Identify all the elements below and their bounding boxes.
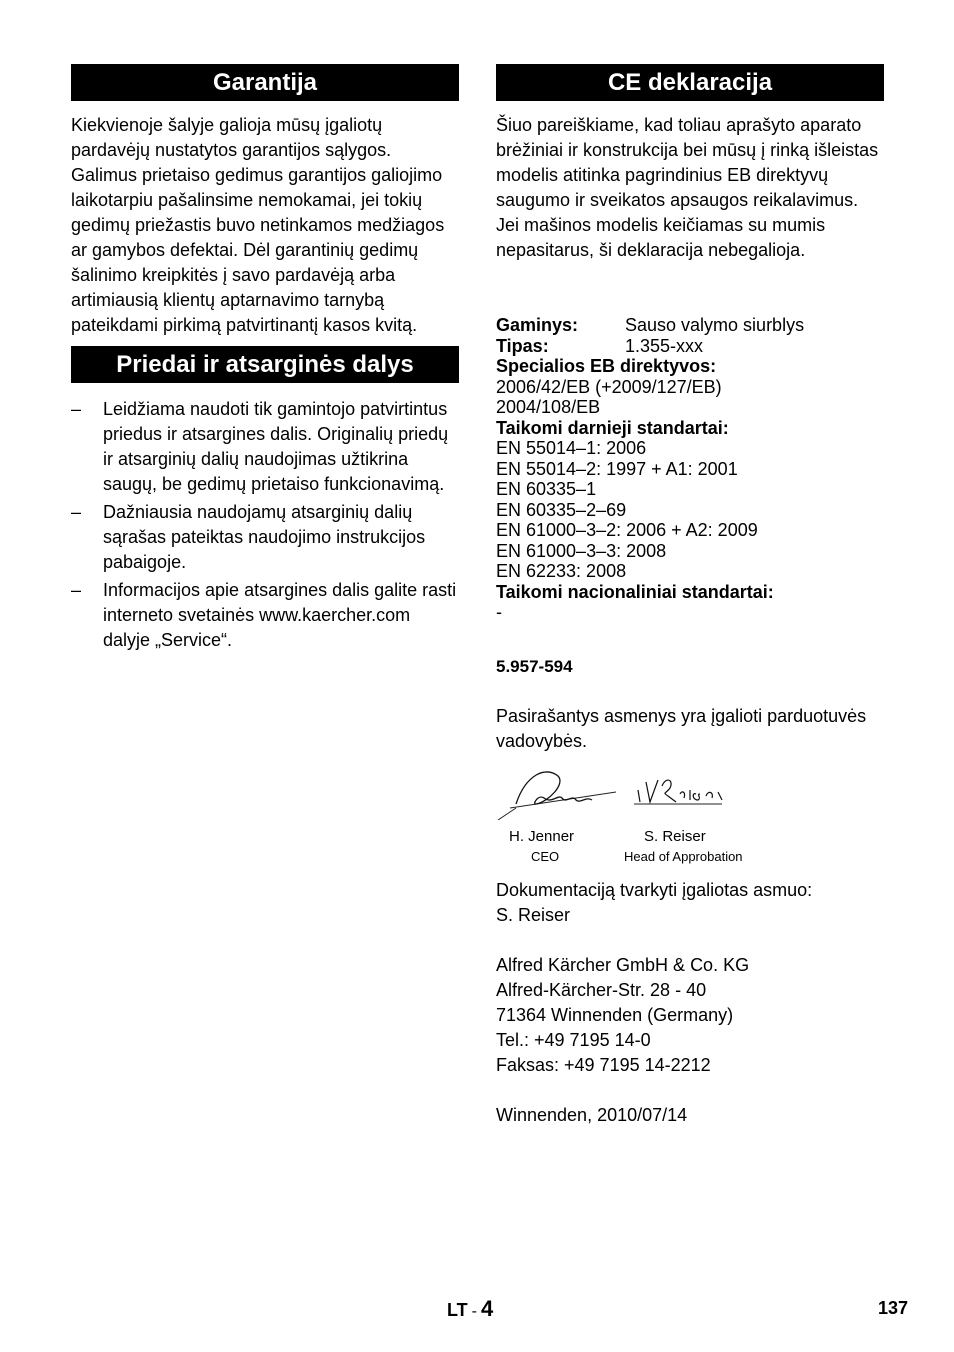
signature-area <box>496 754 884 845</box>
signer-2-name: S. Reiser <box>644 827 706 845</box>
footer-lang: LT <box>447 1300 468 1320</box>
place-date: Winnenden, 2010/07/14 <box>496 1104 688 1125</box>
company-name: Alfred Kärcher GmbH & Co. KG <box>496 954 750 975</box>
company-street: Alfred-Kärcher-Str. 28 - 40 <box>496 979 707 1000</box>
list-item: – Informacijos apie atsargines dalis galite rasti interneto svetainės www.kaercher.com dalyje „Service“. <box>71 580 457 650</box>
ce-text: Šiuo pareiškiame, kad toliau aprašyto aparato brėžiniai ir konstrukcija bei mūsų į rinką išleistas modelis atitinka pagrindinius EB direktyvų saugumo ir sveikatos apsaugos reikalavimus. Jei mašinos modelis keičiamas su mumis nepasitarus, ši deklaracija nebegalioja. <box>496 115 879 260</box>
doc-label: Dokumentaciją tvarkyti įgaliotas asmuo: <box>496 879 813 900</box>
standard-item: EN 62233: 2008 <box>496 561 627 581</box>
company-fax: Faksas: +49 7195 14-2212 <box>496 1054 711 1075</box>
doc-person: S. Reiser <box>496 904 571 925</box>
national-label: Taikomi nacionaliniai standartai: <box>496 581 774 602</box>
spec-block <box>496 315 884 623</box>
standard-item: EN 61000–3–2: 2006 + A2: 2009 <box>496 520 758 540</box>
standard-item: EN 60335–2–69 <box>496 499 627 520</box>
company-city: 71364 Winnenden (Germany) <box>496 1004 734 1025</box>
standard-item: EN 55014–2: 1997 + A1: 2001 <box>496 458 738 479</box>
list-item: – Leidžiama naudoti tik gamintojo patvirtintus priedus ir atsargines dalis. Originalių priedų ir atsarginių dalių naudojimas užtikrina saugų, be gedimų prietaiso funkcionavimą. <box>71 399 449 494</box>
signature-reiser-graphic <box>632 774 742 820</box>
right-column <box>496 64 884 1128</box>
product-value: Sauso valymo siurblys <box>625 315 805 335</box>
dash-marker: – <box>71 580 82 600</box>
dash-marker: – <box>71 399 82 419</box>
footer-section-page: 4 <box>480 1296 494 1321</box>
footer-section <box>447 1296 493 1322</box>
harmonized-label: Taikomi darnieji standartai: <box>496 417 729 438</box>
product-row <box>496 315 884 336</box>
directives-label: Specialios EB direktyvos: <box>496 356 717 376</box>
part-number: 5.957-594 <box>496 656 573 676</box>
footer-separator: - <box>471 1303 477 1320</box>
signatories-text: Pasirašantys asmenys yra įgalioti parduotuvės vadovybės. <box>496 705 867 751</box>
national-value: - <box>496 602 502 622</box>
standard-item: EN 55014–1: 2006 <box>496 438 647 458</box>
ce-heading: CE deklaracija <box>496 64 884 101</box>
standard-item: EN 61000–3–3: 2008 <box>496 540 667 561</box>
signer-1-title: CEO <box>531 848 560 864</box>
left-column <box>71 64 459 656</box>
standard-item: EN 60335–1 <box>496 479 597 499</box>
dash-marker: – <box>71 502 82 522</box>
parts-list <box>71 397 459 653</box>
company-phone: Tel.: +49 7195 14-0 <box>496 1029 651 1050</box>
type-row <box>496 336 884 357</box>
signer-1-name: H. Jenner <box>509 827 575 845</box>
signature-titles <box>496 840 884 862</box>
type-label: Tipas: <box>496 335 549 356</box>
type-value: 1.355-xxx <box>625 335 704 356</box>
parts-heading: Priedai ir atsarginės dalys <box>71 346 459 383</box>
directive-item: 2004/108/EB <box>496 397 601 417</box>
list-item: – Dažniausia naudojamų atsarginių dalių sąrašas pateiktas naudojimo instrukcijos pabaigoje. <box>71 502 426 572</box>
signer-2-title: Head of Approbation <box>624 848 743 864</box>
product-label: Gaminys: <box>496 315 579 335</box>
directive-item: 2006/42/EB (+2009/127/EB) <box>496 376 722 397</box>
warranty-heading: Garantija <box>71 64 459 101</box>
page-number: 137 <box>878 1298 909 1318</box>
warranty-text: Kiekvienoje šalyje galioja mūsų įgaliotų pardavėjų nustatytos garantijos sąlygos. Galimus prietaiso gedimus garantijos galiojimo laikotarpiu pašalinsime nemokamai, jei tokių gedimų priežastis buvo netinkamos medžiagos ar gamybos defektai. Dėl garantinių gedimų šalinimo kreipkitės į savo pardavėją arba artimiausią klientų aptarnavimo tarnybą pateikdami pirkimą patvirtinantį kasos kvitą. <box>71 115 445 335</box>
